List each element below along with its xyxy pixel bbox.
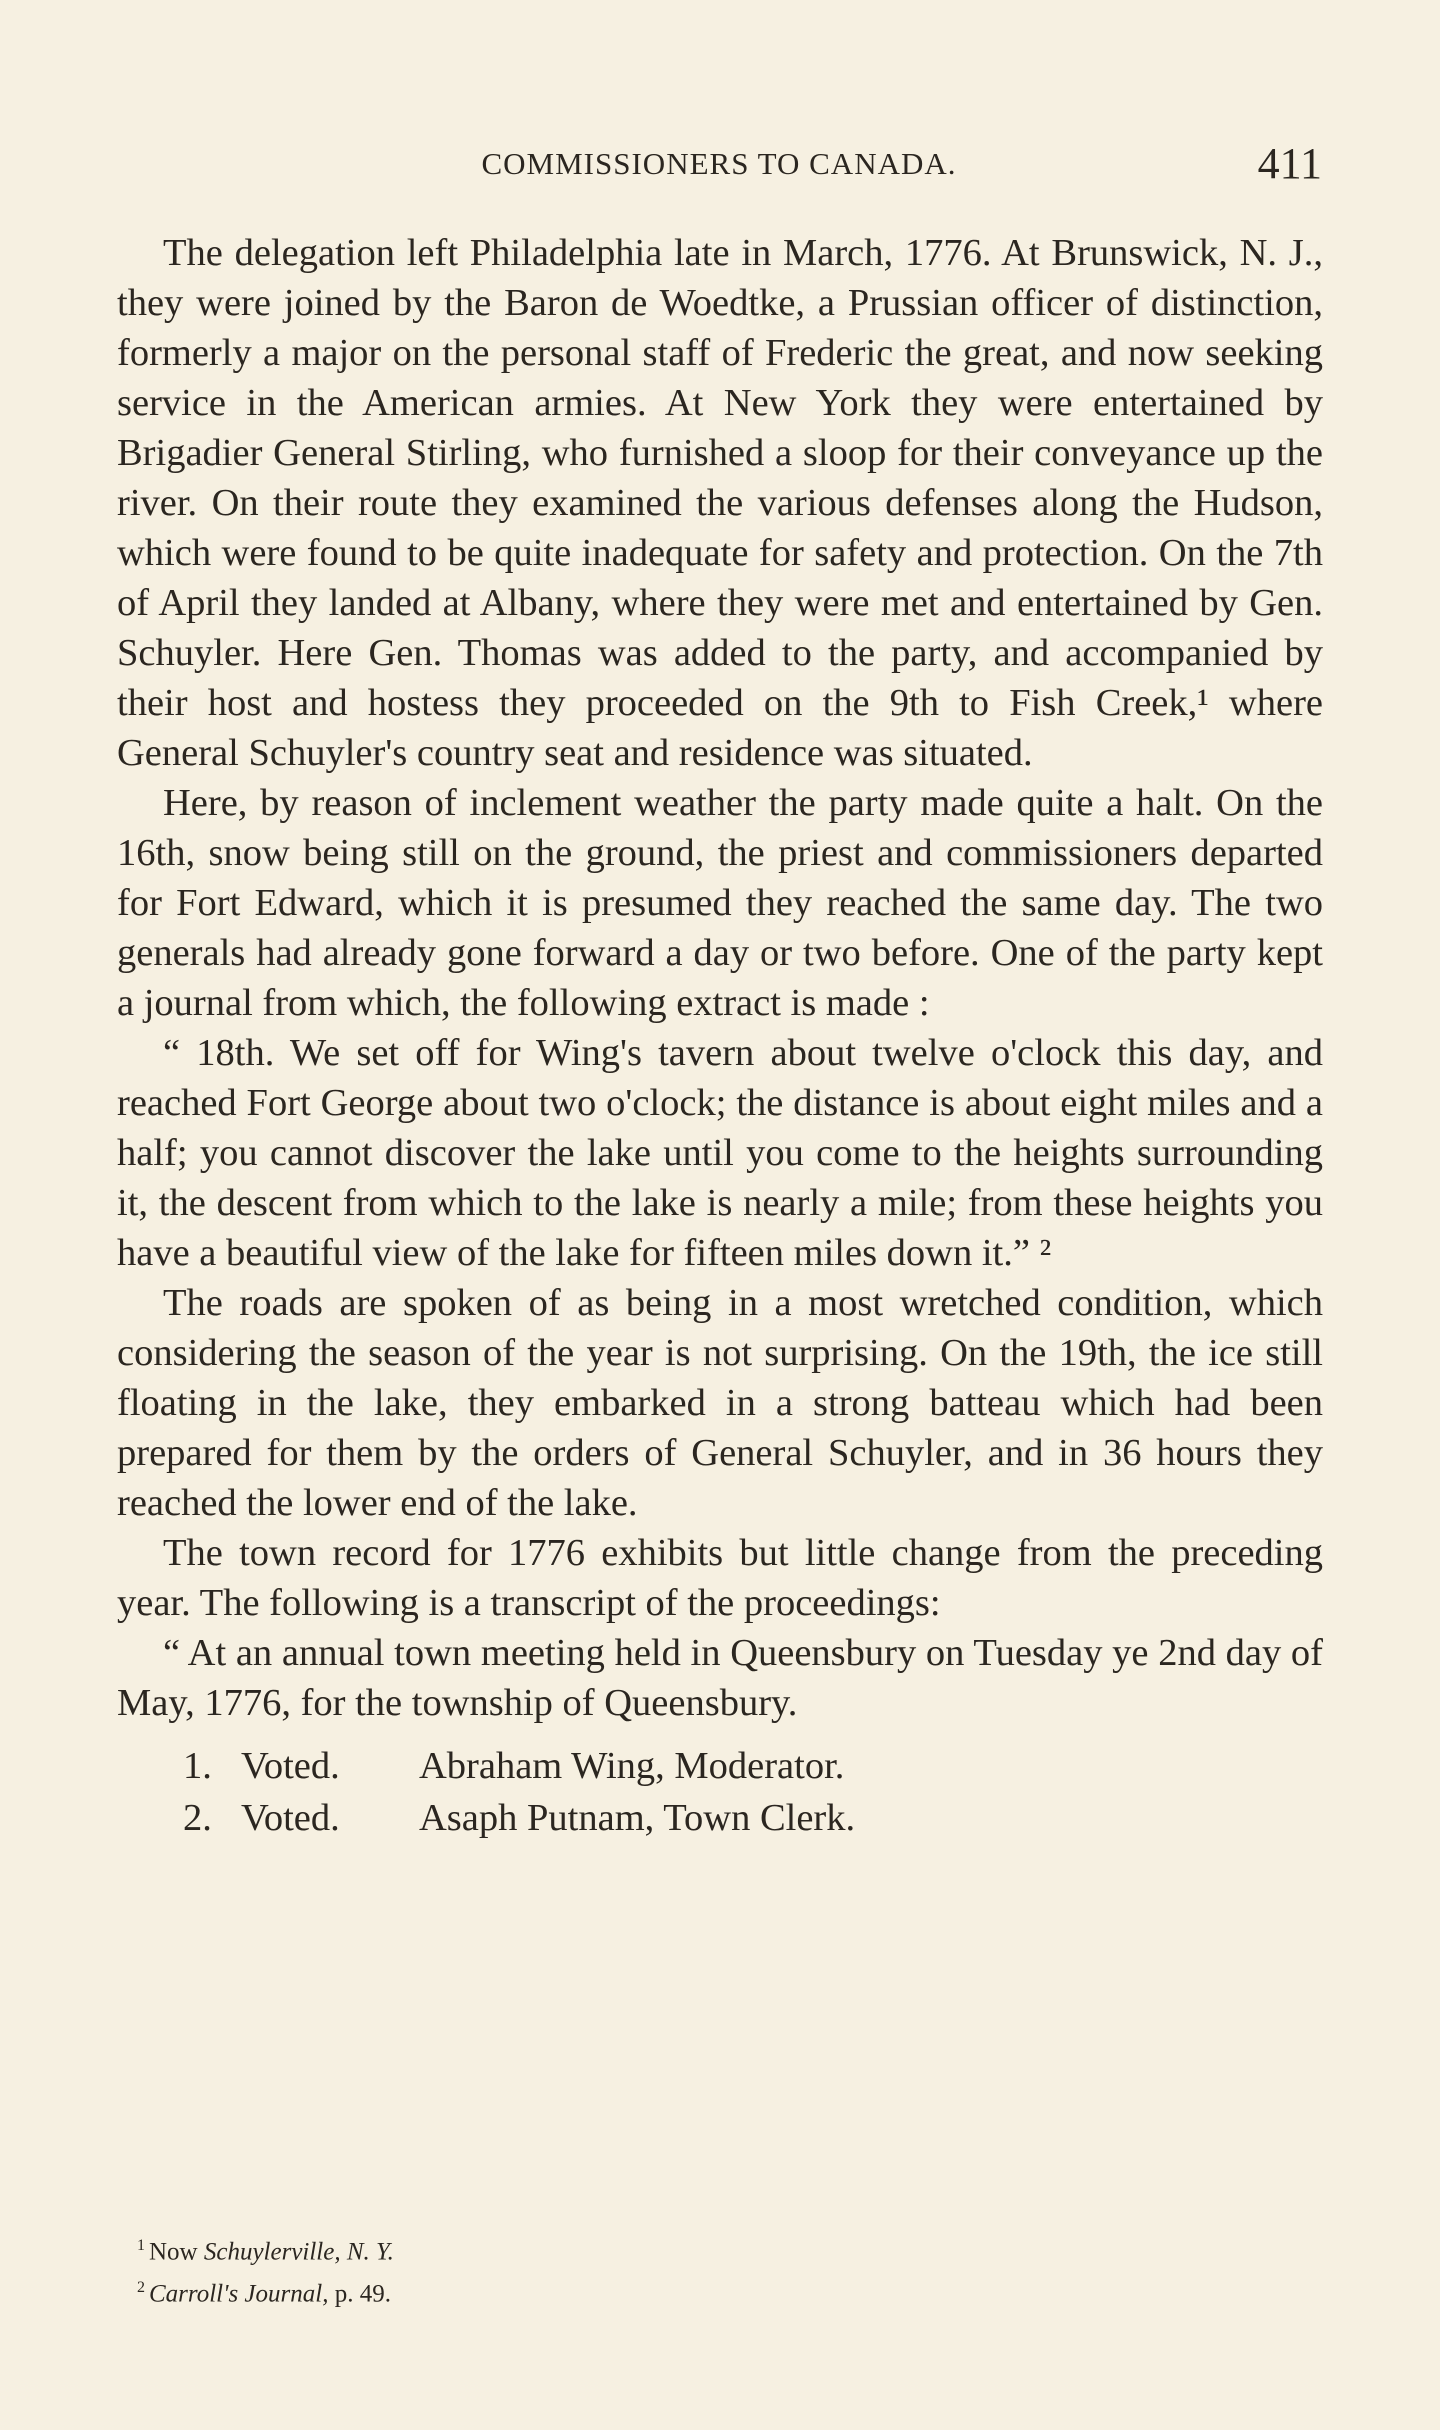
footnote-italic: Carroll's Journal, xyxy=(149,2280,329,2308)
paragraph-journal-extract: “ 18th. We set off for Wing's tavern about twelve o'clock this day, and reached Fort George about two o'clock; the distance is about eight miles and a half; you cannot discover the lake until you come to the heights surrounding it, the descent from which to the lake is nearly a mile; from these heights you have a beautiful view of the lake for fifteen miles down it.” ² xyxy=(117,1032,1323,1274)
body-text xyxy=(117,228,1323,1844)
paragraph-town-record: The town record for 1776 exhibits but little change from the preceding year. The following is a transcript of the proceedings: xyxy=(117,1532,1323,1624)
footnote-mark: 2 xyxy=(137,2279,145,2297)
vote-item xyxy=(117,1740,1323,1792)
vote-verb: Voted. xyxy=(241,1797,340,1839)
votes-list xyxy=(117,1740,1323,1844)
running-title: COMMISSIONERS TO CANADA. xyxy=(481,146,957,181)
paragraph-town-meeting: “ At an annual town meeting held in Queensbury on Tuesday ye 2nd day of May, 1776, for the township of Queensbury. xyxy=(117,1632,1323,1724)
paragraph-roads: The roads are spoken of as being in a most wretched condition, which considering the season of the year is not surprising. On the 19th, the ice still floating in the lake, they embarked in a strong batteau which had been prepared for them by the orders of General Schuyler, and in 36 hours they reached the lower end of the lake. xyxy=(117,1282,1323,1524)
vote-number: 1. xyxy=(183,1745,212,1787)
paragraph-halt: Here, by reason of inclement weather the party made quite a halt. On the 16th, snow being still on the ground, the priest and commissioners departed for Fort Edward, which it is presumed they reached the same day. The two generals had already gone forward a day or two before. One of the party kept a journal from which, the following extract is made : xyxy=(117,782,1323,1024)
footnote-prefix: Now xyxy=(149,2238,204,2266)
footnote-mark: 1 xyxy=(137,2237,145,2254)
vote-verb: Voted. xyxy=(241,1745,340,1787)
footnote-italic: Schuylerville, N. Y. xyxy=(203,2238,394,2266)
vote-text: Abraham Wing, Moderator. xyxy=(419,1745,845,1787)
footnote-1 xyxy=(137,2228,1237,2270)
vote-item xyxy=(117,1792,1323,1844)
footnote-2 xyxy=(137,2270,1237,2312)
page-header xyxy=(116,138,1322,198)
page-number: 411 xyxy=(1257,139,1322,188)
footnotes xyxy=(137,2228,1237,2313)
footnote-suffix: p. 49. xyxy=(328,2280,391,2308)
vote-text: Asaph Putnam, Town Clerk. xyxy=(419,1797,856,1839)
paragraph-delegation: The delegation left Philadelphia late in March, 1776. At Brunswick, N. J., they were joined by the Baron de Woedtke, a Prussian officer of distinction, formerly a major on the personal staff of Frederic the great, and now seeking service in the American armies. At New York they were entertained by Brigadier General Stirling, who furnished a sloop for their conveyance up the river. On their route they examined the various defenses along the Hudson, which were found to be quite inadequate for safety and protection. On the 7th of April they landed at Albany, where they were met and entertained by Gen. Schuyler. Here Gen. Thomas was added to the party, and accompanied by their host and hostess they proceeded on the 9th to Fish Creek,¹ where General Schuyler's country seat and residence was situated. xyxy=(117,232,1323,774)
vote-number: 2. xyxy=(183,1797,212,1839)
